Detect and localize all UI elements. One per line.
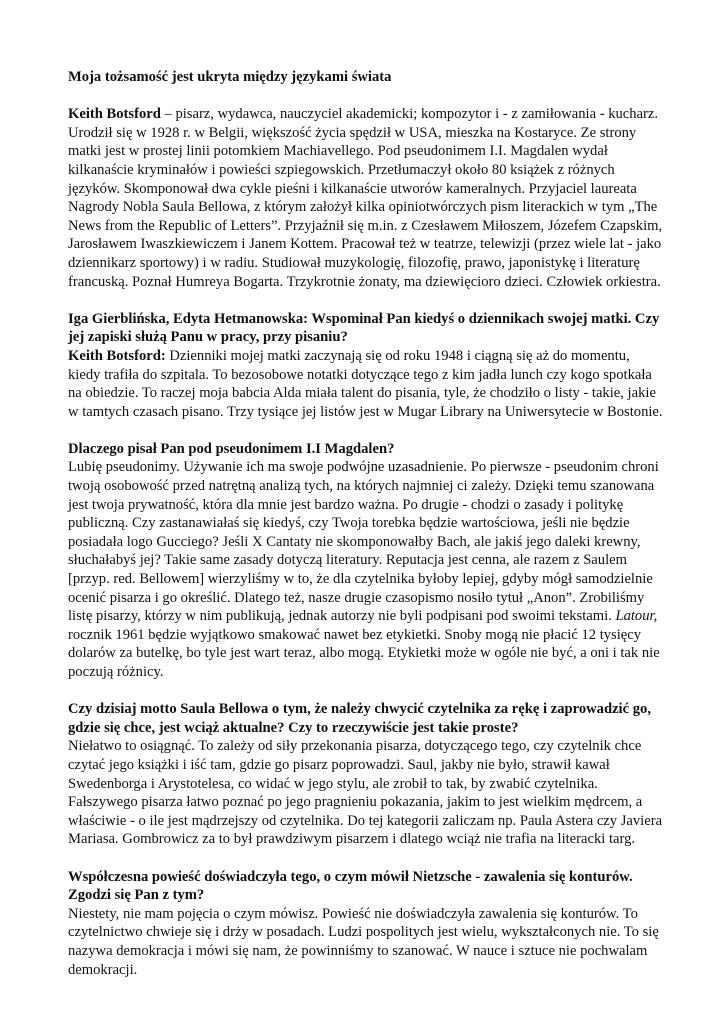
question-4: Współczesna powieść doświadczyła tego, o czym mówił Nietzsche - zawalenia się konturów. Zgodzi się Pan z tym? <box>68 868 633 904</box>
qa-block-3 <box>68 700 664 849</box>
answer-3: Niełatwo to osiągnąć. To zależy od siły przekonania pisarza, dotyczącego tego, czy czytelnik chce czytać jego książki i iść tam, gdzie go pisarz poprowadzi. Saul, jakby nie było, strawił kawał Swedenborga i Arystotelesa, co widać w jego stylu, ale zrobił to tak, by zwabić czytelnika. Fałszywego pisarza łatwo poznać po jego pragnieniu pokazania, jakim to jest wielkim mędrcem, a właściwie - o ile jest mądrzejszy od czytelnika. Do tej kategorii zaliczam np. Paula Astera czy Javiera Mariasa. Gombrowicz za to był prawdziwym pisarzem i dlatego wciąż nie trafia na literacki targ. <box>68 738 663 848</box>
question-3: Czy dzisiaj motto Saula Bellowa o tym, że należy chwycić czytelnika za rękę i zaprowadzić go, gdzie się chce, jest wciąż aktualne? Czy to rzeczywiście jest takie proste? <box>68 701 651 736</box>
answer-2-italic: Latour, <box>615 608 658 625</box>
answer-1: Dzienniki mojej matki zaczynają się od roku 1948 i ciągną się aż do momentu, kiedy trafiła do szpitala. To bezosobowe notatki dotyczące tego z kim jadła lunch czy kogo spotkała na obiedzie. To raczej moja babcia Alda miała talent do pisania, tyle, że chodziło o listy - takie, jakie w tamtych czasach pisano. Trzy tysiące jej listów jest w Mugar Library na Uniwersytecie w Bostonie. <box>68 347 663 420</box>
question-1: Iga Gierblińska, Edyta Hetmanowska: Wspominał Pan kiedyś o dziennikach swojej matki. Czy jej zapiski służą Panu w pracy, przy pisaniu? <box>68 310 660 346</box>
answer-4: Niestety, nie mam pojęcia o czym mówisz. Powieść nie doświadczyła zawalenia się konturów. To czytelnictwo chwieje się i drży w posadach. Ludzi pospolitych jest wielu, wykształconych nie. To się nazywa demokracja i mówi się nam, że powinniśmy to szanować. W nauce i sztuce nie pochwalam demokracji. <box>68 905 659 978</box>
question-2: Dlaczego pisał Pan pod pseudonimem I.I Magdalen? <box>68 440 395 457</box>
answer-2-part-b: rocznik 1961 będzie wyjątkowo smakować nawet bez etykietki. Snoby mogą nie płacić 12 tysięcy dolarów za butelkę, bo tyle jest wart teraz, albo mogą. Etykietki może w ogóle nie być, a oni i tak nie poczują różnicy. <box>68 626 660 680</box>
intro-name: Keith Botsford <box>68 106 161 123</box>
qa-block-1 <box>68 310 664 422</box>
answer-1-speaker: Keith Botsford: <box>68 347 166 364</box>
qa-block-4 <box>68 868 664 980</box>
answer-2-part-a: Lubię pseudonimy. Używanie ich ma swoje podwójne uzasadnienie. Po pierwsze - pseudonim chroni twoją osobowość przed natrętną analizą tych, na których najmniej ci zależy. Dzięki temu szanowana jest twoja prywatność, która dla mnie jest bardzo ważna. Po drugie - chodzi o zasady i politykę publiczną. Czy zastanawiałaś się kiedyś, czy Twoja torebka będzie wartościowa, jeśli nie będzie posiadała logo Gucciego? Jeśli X Cantaty nie skomponowałby Bach, ale jakiś jego daleki krewny, słuchałabyś jej? Takie same zasady dotyczą literatury. Reputacja jest cenna, ale razem z Saulem [przyp. red. Bellowem] wierzyliśmy w to, że dla czytelnika byłoby lepiej, gdyby mógł samodzielnie ocenić pisarza i go określić. Dlatego też, nasze drugie czasopismo nosiło tytuł „Anon”. Zrobiliśmy listę pisarzy, którzy w nim publikują, jednak autorzy nie byli podpisani pod swoimi tekstami. <box>68 459 659 625</box>
intro-text: – pisarz, wydawca, nauczyciel akademicki; kompozytor i - z zamiłowania - kucharz. Urodził się w 1928 r. w Belgii, większość życia spędził w USA, mieszka na Kostaryce. Ze strony matki jest w prostej linii potomkiem Machiavellego. Pod pseudonimem I.I. Magdalen wydał kilkanaście kryminałów i powieści szpiegowskich. Przetłumaczył około 80 książek z różnych języków. Skomponował dwa cykle pieśni i kilkanaście utworów kameralnych. Przyjaciel laureata Nagrody Nobla Saula Bellowa, z którym założył kilka opiniotwórczych pism literackich w tym „The News from the Republic of Letters”. Przyjaźnił się m.in. z Czesławem Miłoszem, Józefem Czapskim, Jarosławem Iwaszkiewiczem i Janem Kottem. Pracował też w teatrze, telewizji (przez wiele lat - jako dziennikarz sportowy) i w radiu. Studiował muzykologię, filozofię, prawo, japonistykę i literaturę francuską. Poznał Humreya Bogarta. Trzykrotnie żonaty, ma dziewięcioro dzieci. Człowiek orkiestra. <box>68 106 663 290</box>
article-title: Moja tożsamość jest ukryta między językami świata <box>68 69 392 85</box>
intro-paragraph <box>68 105 664 291</box>
qa-block-2 <box>68 440 664 682</box>
